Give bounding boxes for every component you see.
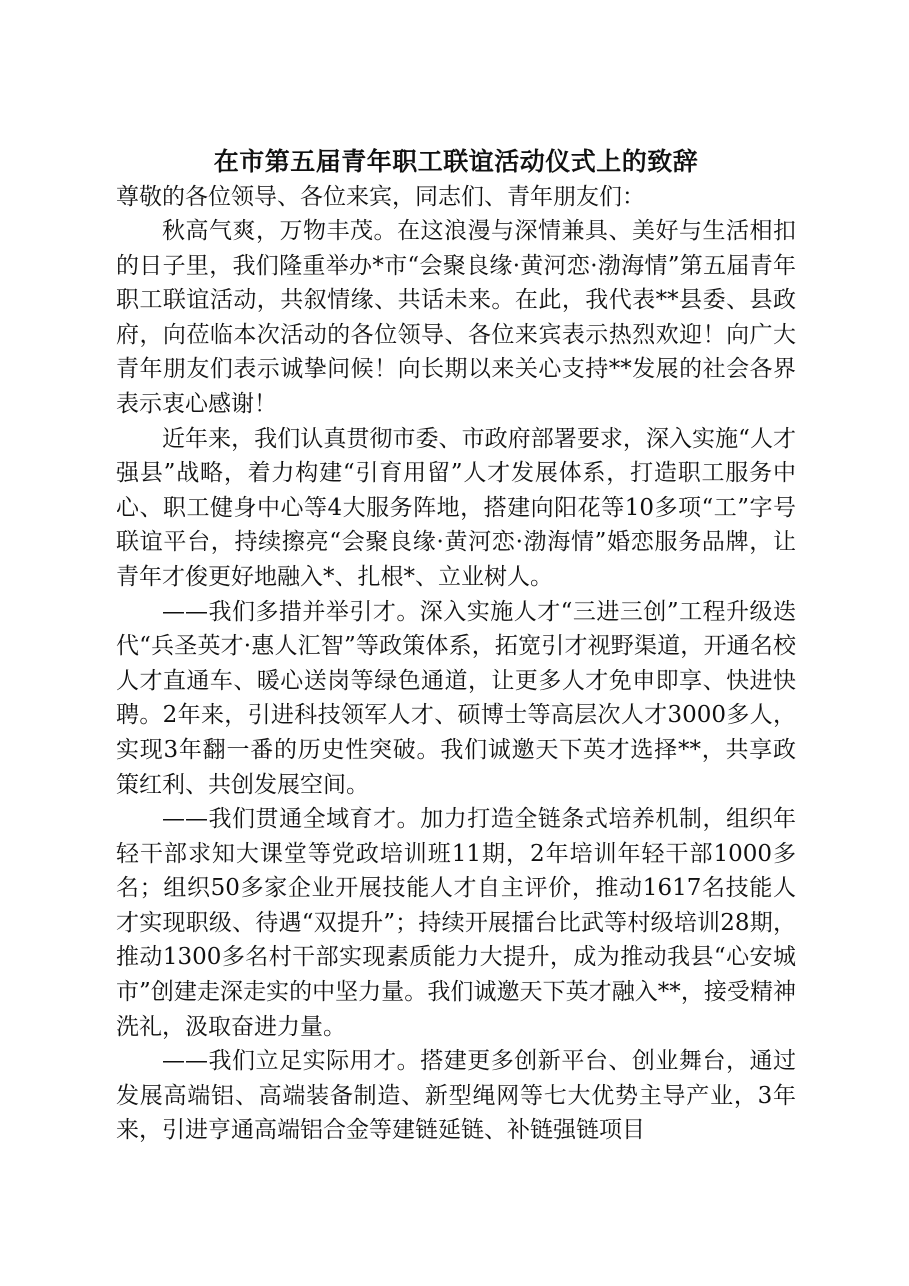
document-title: 在市第五届青年职工联谊活动仪式上的致辞 <box>213 147 699 176</box>
paragraph-cultivate-talent: ——我们贯通全域育才。加力打造全链条式培养机制，组织年轻干部求知大课堂等党政培训班11期，2年培训年轻干部1000多名；组织50多家企业开展技能人才自主评价，推动1617名技能人才实现职级、待遇“双提升”；持续开展擂台比武等村级培训28期，推动1300多名村干部实现素质能力大提升，成为推动我县“心安城市”创建走深走实的中坚力量。我们诚邀天下英才融入**，接受精神洗礼，汲取奋进力量。 <box>116 806 796 1040</box>
paragraph-opening: 秋高气爽，万物丰茂。在这浪漫与深情兼具、美好与生活相扣的日子里，我们隆重举办*市“会聚良缘·黄河恋·渤海情”第五届青年职工联谊活动，共叙情缘、共话未来。在此，我代表**县委、县政府，向莅临本次活动的各位领导、各位来宾表示热烈欢迎！向广大青年朋友们表示诚挚问候！向长期以来关心支持**发展的社会各界表示衷心感谢！ <box>116 218 796 417</box>
paragraph-use-talent: ——我们立足实际用才。搭建更多创新平台、创业舞台，通过发展高端铝、高端装备制造、新型绳网等七大优势主导产业，3年来，引进亨通高端铝合金等建链延链、补链强链项目 <box>116 1048 796 1144</box>
paragraph-attract-talent: ——我们多措并举引才。深入实施人才“三进三创”工程升级迭代“兵圣英才·惠人汇智”等政策体系，拓宽引才视野渠道，开通名校人才直通车、暖心送岗等绿色通道，让更多人才免申即享、快进快聘。2年来，引进科技领军人才、硕博士等高层次人才3000多人，实现3年翻一番的历史性突破。我们诚邀天下英才选择**，共享政策红利、共创发展空间。 <box>116 598 796 798</box>
document-body <box>116 144 796 1148</box>
salutation: 尊敬的各位领导、各位来宾，同志们、青年朋友们： <box>116 184 645 210</box>
paragraph-overview: 近年来，我们认真贯彻市委、市政府部署要求，深入实施“人才强县”战略，着力构建“引育用留”人才发展体系，打造职工服务中心、职工健身中心等4大服务阵地，搭建向阳花等10多项“工”字号联谊平台，持续擦亮“会聚良缘·黄河恋·渤海情”婚恋服务品牌，让青年才俊更好地融入*、扎根*、立业树人。 <box>116 425 796 590</box>
